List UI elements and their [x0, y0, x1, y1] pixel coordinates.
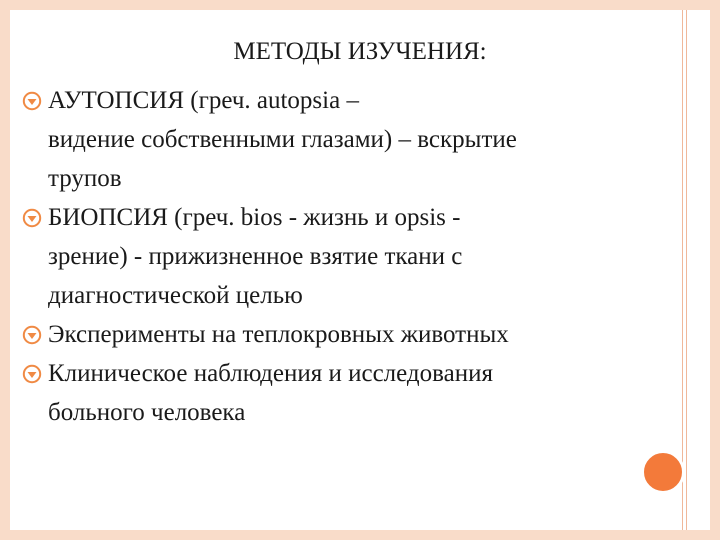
orange-circle-decoration [641, 450, 685, 494]
circled-triangle-bullet-icon [22, 208, 42, 228]
circled-triangle-bullet-icon [22, 91, 42, 111]
circled-triangle-bullet-icon [22, 325, 42, 345]
right-vertical-rule-outer [682, 10, 683, 530]
bullet-list [22, 81, 672, 432]
list-item-text: АУТОПСИЯ (греч. autopsia – видение собственными глазами) – вскрытие трупов [48, 87, 517, 192]
list-item-text: Эксперименты на теплокровных животных [48, 321, 509, 348]
list-item [22, 354, 672, 432]
list-item [22, 81, 672, 198]
list-item-text: БИОПСИЯ (греч. bios - жизнь и opsis - зрение) - прижизненное взятие ткани с диагностической целью [48, 204, 463, 309]
circled-triangle-bullet-icon [22, 364, 42, 384]
slide-title: МЕТОДЫ ИЗУЧЕНИЯ: [233, 38, 487, 65]
list-item [22, 198, 672, 315]
list-item-text: Клиническое наблюдения и исследования больного человека [48, 360, 493, 426]
right-vertical-rule-inner [686, 10, 687, 530]
list-item [22, 315, 672, 354]
